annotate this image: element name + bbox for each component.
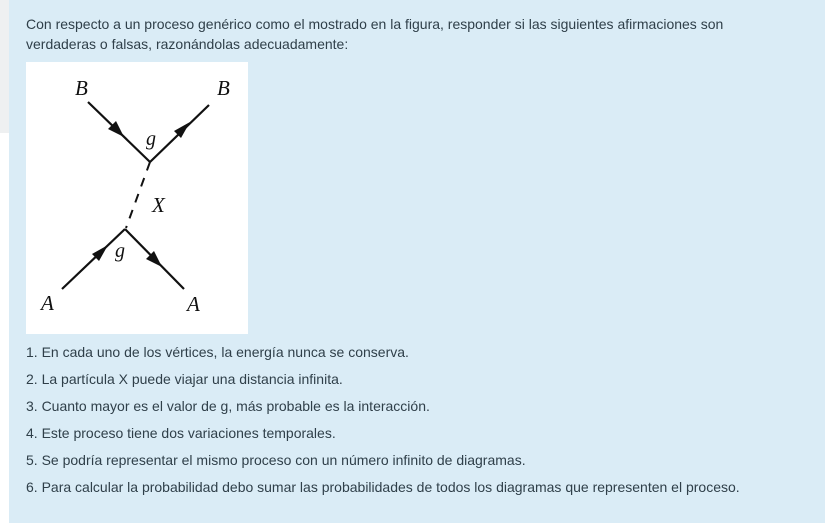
statement-item: 4. Este proceso tiene dos variaciones temporales.: [26, 425, 336, 441]
statement-list: [26, 342, 740, 504]
label-bottom-vertex: g: [115, 240, 125, 262]
question-panel: [9, 0, 825, 523]
feynman-diagram-figure: [26, 62, 248, 334]
feynman-diagram: [26, 62, 248, 334]
statement-item: 3. Cuanto mayor es el valor de g, más probable es la interacción.: [26, 398, 430, 414]
label-bottom-left: A: [41, 291, 54, 315]
label-top-left: B: [75, 76, 88, 100]
label-bottom-right: A: [187, 292, 200, 316]
statement-item: 5. Se podría representar el mismo proceso con un número infinito de diagramas.: [26, 452, 526, 468]
statement-item: 1. En cada uno de los vértices, la energía nunca se conserva.: [26, 344, 409, 360]
statement-item: 6. Para calcular la probabilidad debo sumar las probabilidades de todos los diagramas que representen el proceso.: [26, 479, 740, 495]
label-mediator: X: [152, 193, 165, 217]
statement-item: 2. La partícula X puede viajar una distancia infinita.: [26, 371, 343, 387]
label-top-right: B: [217, 76, 230, 100]
question-intro: Con respecto a un proceso genérico como el mostrado en la figura, responder si las siguientes afirmaciones son verdaderas o falsas, razonándolas adecuadamente:: [26, 16, 724, 52]
propagator-x: [126, 162, 150, 228]
label-top-vertex: g: [146, 128, 156, 150]
